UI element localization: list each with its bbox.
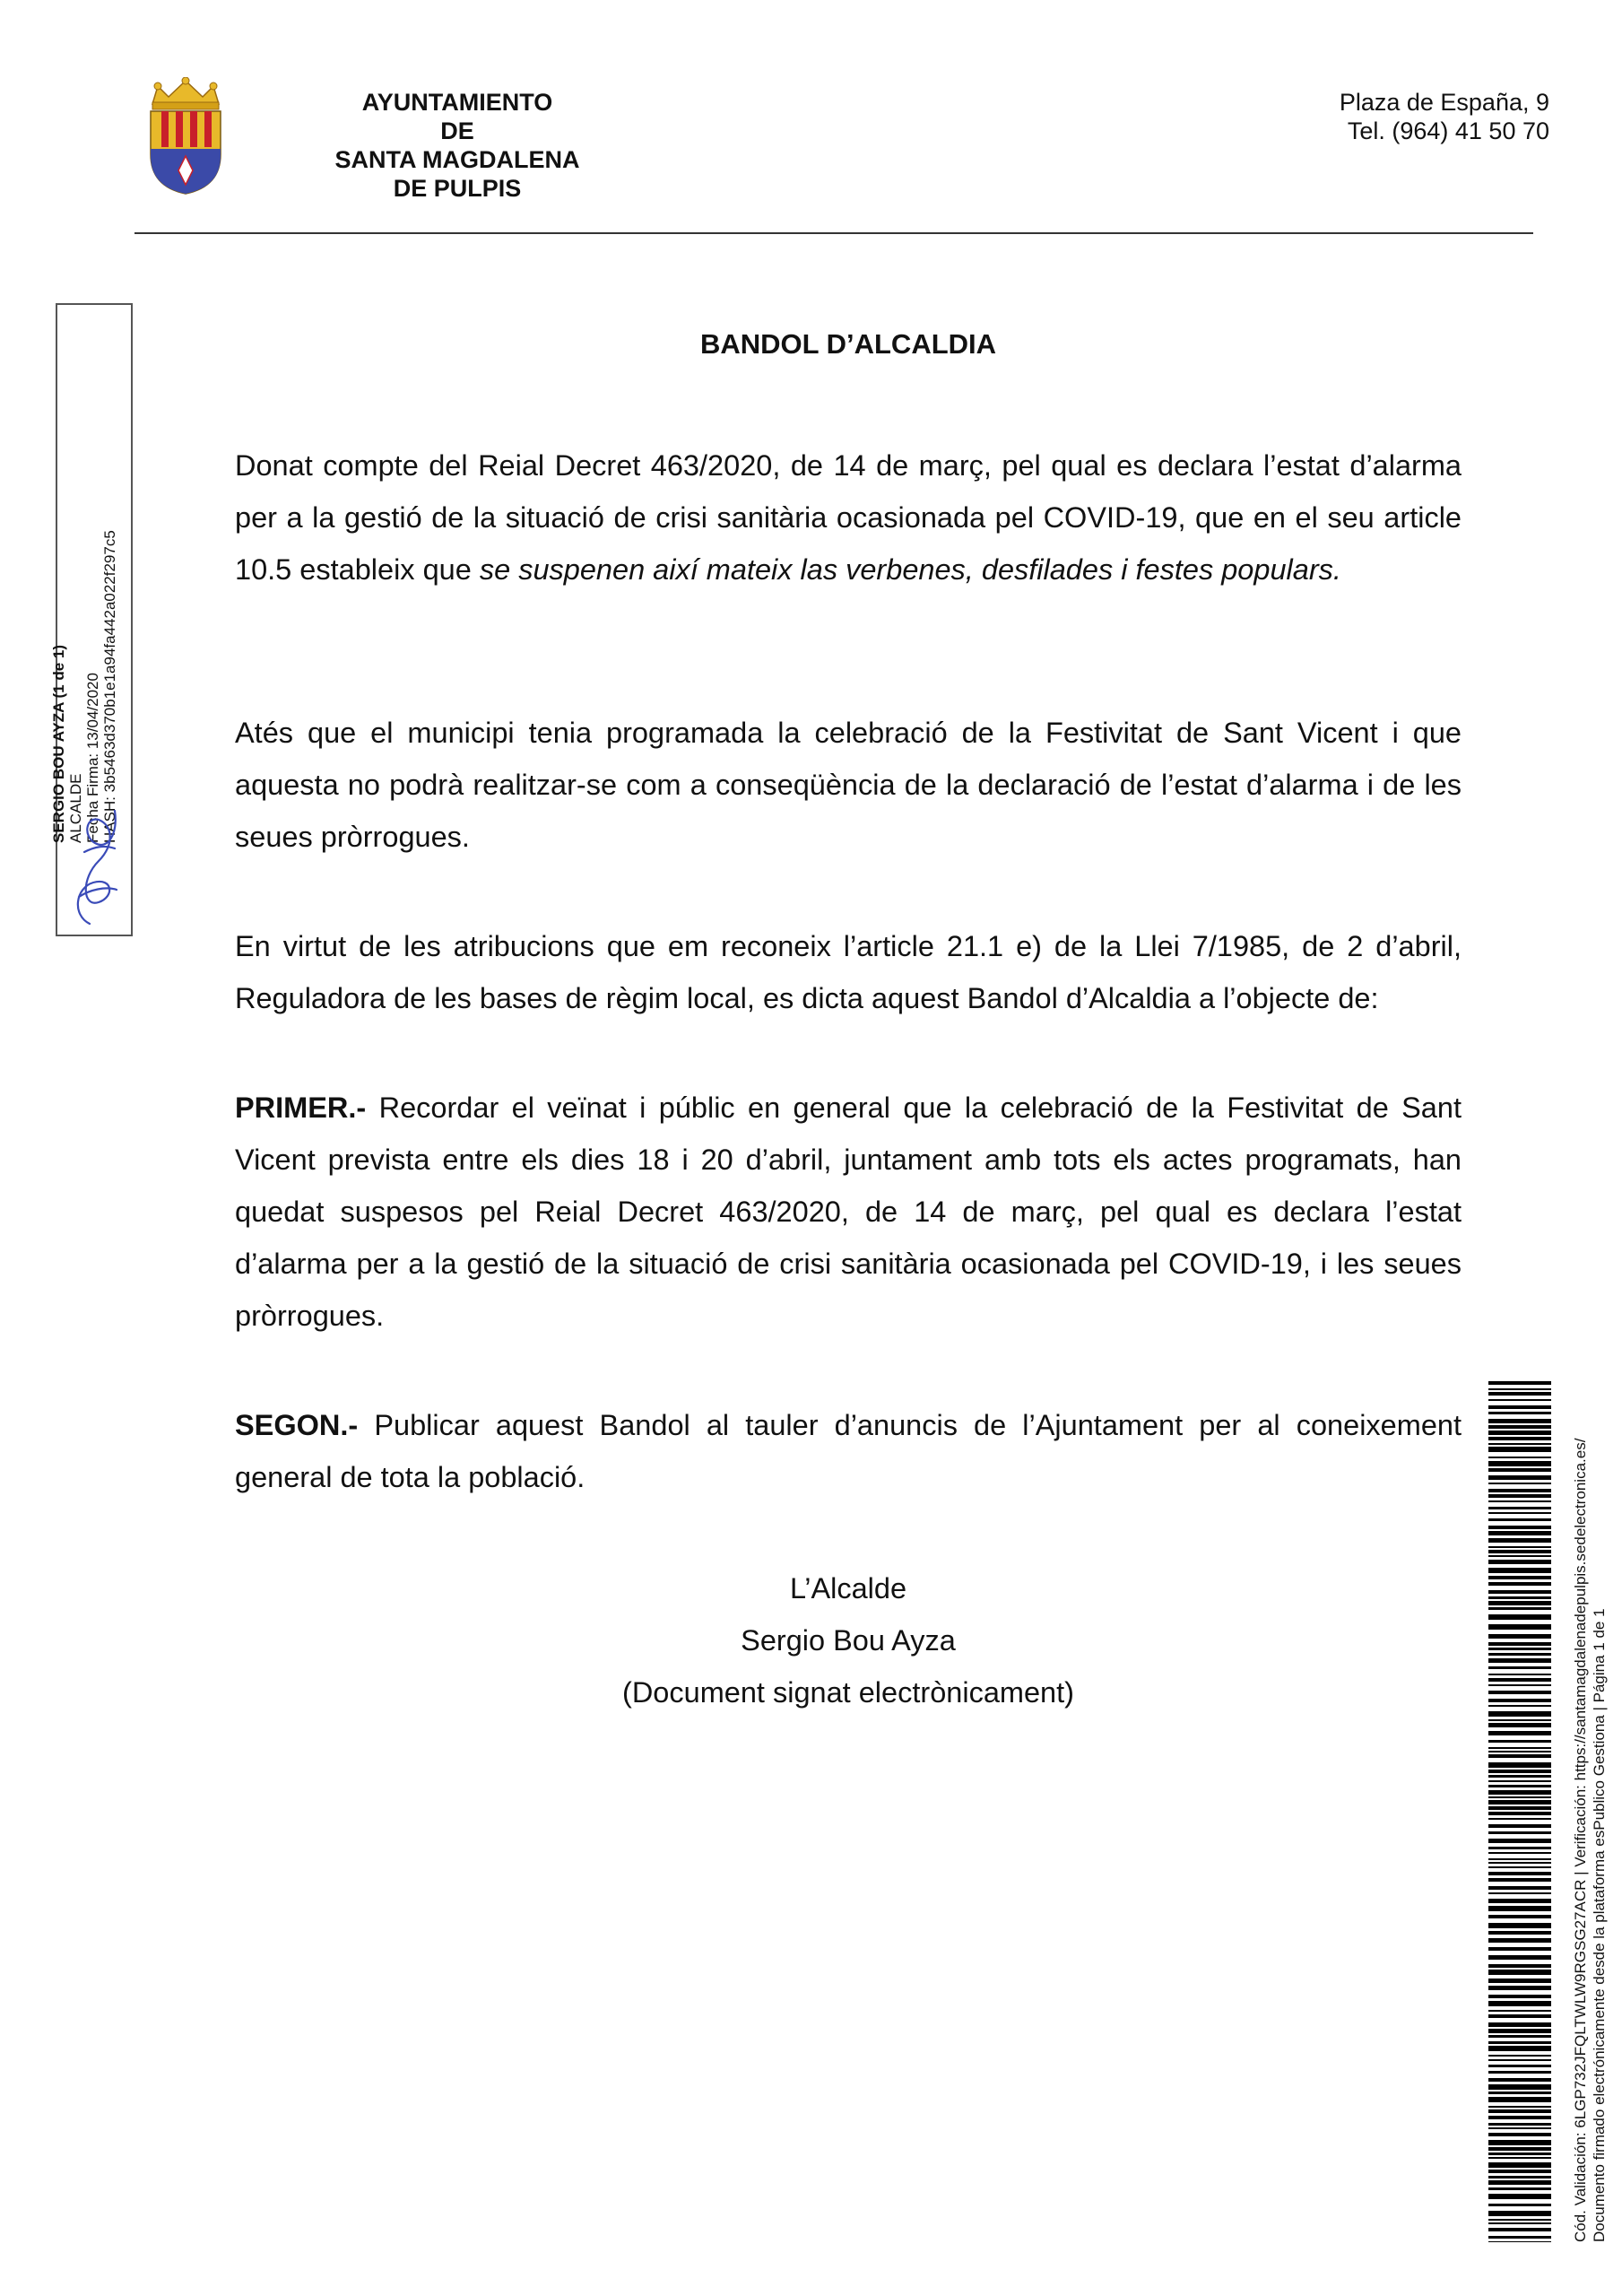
paragraph-attributions: En virtut de les atribucions que em reconeix l’article 21.1 e) de la Llei 7/1985, de 2 d’abril, Reguladora de les bases de règim local, es dicta aquest Bandol d’Alcaldia a l’objecte de: — [235, 930, 1462, 1014]
address: Plaza de España, 9 — [1339, 89, 1549, 116]
signature-block — [235, 1562, 1462, 1718]
coat-of-arms-icon — [143, 77, 228, 196]
segon-label: SEGON.- — [235, 1409, 359, 1441]
paragraph-decree-quote: se suspenen així mateix las verbenes, desfilades i festes populars. — [479, 553, 1341, 586]
paragraph-decree — [235, 439, 1462, 596]
closing-name: Sergio Bou Ayza — [741, 1624, 956, 1657]
paragraph-decree-text: Donat compte del Reial Decret 463/2020, de 14 de març, pel qual es declara l’estat d’alarma per a la gestió de la situació de crisi sanitària ocasionada pel COVID-19, que en el seu article 10.5 estableix que — [235, 449, 1462, 586]
verification-line-2: Documento firmado electrónicamente desde la plataforma esPublico Gestiona | Página 1 de 1 — [1591, 1608, 1608, 2242]
org-line-4: DE PULPIS — [393, 175, 522, 202]
document-title: BANDOL D’ALCALDIA — [699, 328, 997, 360]
contact-info — [1237, 88, 1549, 145]
phone: Tel. (964) 41 50 70 — [1347, 117, 1549, 144]
primer-label: PRIMER.- — [235, 1091, 367, 1124]
closing-note: (Document signat electrònicament) — [622, 1676, 1074, 1709]
segon-text: Publicar aquest Bandol al tauler d’anuncis de l’Ajuntament per al coneixement general de tota la població. — [235, 1409, 1462, 1493]
paragraph-primer — [235, 1082, 1462, 1342]
signature-date: Fecha Firma: 13/04/2020 — [84, 673, 101, 843]
org-line-1: AYUNTAMIENTO — [361, 89, 553, 116]
verification-line-1: Cód. Validación: 6LGP732JFQLTWLW9RGSG27ACR | Verificación: https://santamagdalenadepulpis.sedelectronica.es/ — [1572, 1438, 1589, 2242]
signer-role: ALCALDE — [67, 773, 84, 843]
verification-text — [1571, 1363, 1622, 2242]
barcode-icon — [1488, 1381, 1551, 2242]
organization-name — [296, 88, 619, 203]
handwritten-signature-icon — [63, 789, 127, 933]
closing-role: L’Alcalde — [789, 1572, 907, 1605]
primer-text: Recordar el veïnat i públic en general que la celebració de la Festivitat de Sant Vicent prevista entre els dies 18 i 20 d’abril, juntament amb tots els actes programats, han quedat suspesos pel Reial Decret 463/2020, de 14 de març, pel qual es declara l’estat d’alarma per a la gestió de la situació de crisi sanitària ocasionada pel COVID-19, i les seues pròrrogues. — [235, 1091, 1462, 1332]
paragraph-segon — [235, 1399, 1462, 1503]
paragraph-festivity: Atés que el municipi tenia programada la celebració de la Festivitat de Sant Vicent i que aquesta no podrà realitzar-se com a conseqüència de la declaració de l’estat d’alarma i de les seues pròrrogues. — [235, 717, 1462, 853]
signer-name: SERGIO BOU AYZA (1 de 1) — [50, 644, 67, 843]
header-divider — [134, 232, 1533, 234]
org-line-3: SANTA MAGDALENA — [334, 146, 580, 173]
org-line-2: DE — [440, 117, 474, 144]
signature-details — [50, 395, 138, 843]
signature-hash: HASH: 3b5463d370b1e1a94fa442a022f297c5 — [101, 530, 118, 843]
